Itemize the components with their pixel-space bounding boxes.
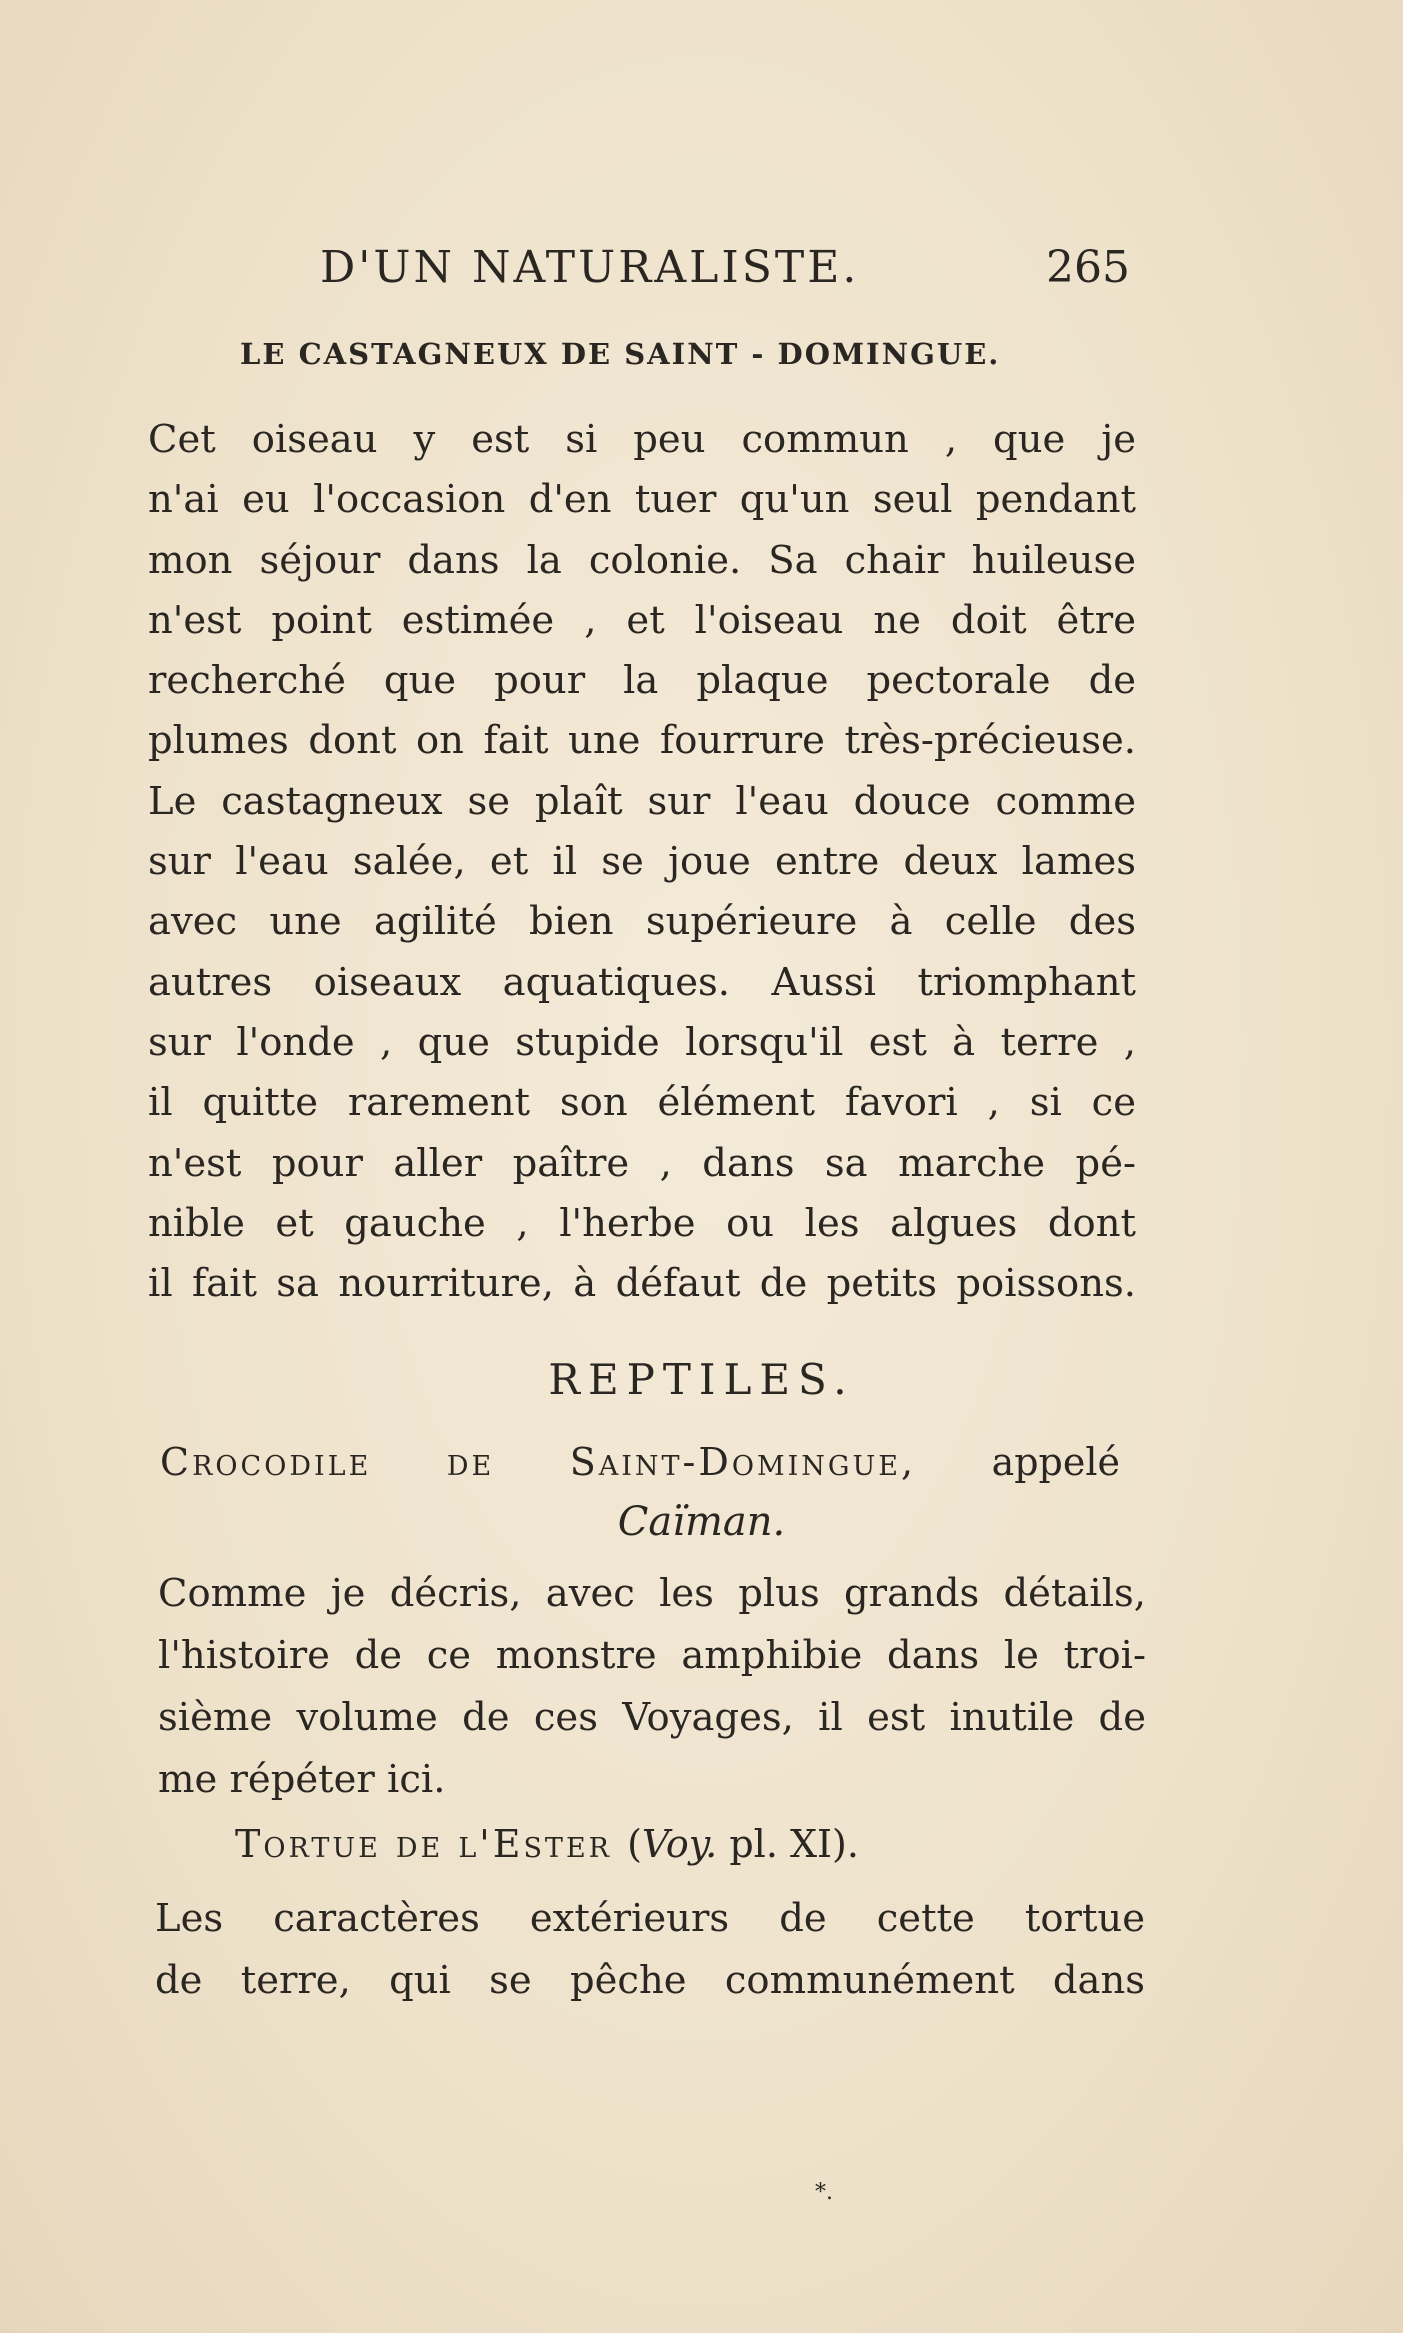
text-line: autres oiseaux aquatiques. Aussi triomphant (148, 959, 1136, 1005)
species-heading-castagneux: LE CASTAGNEUX DE SAINT - DOMINGUE. (240, 337, 1001, 371)
text-line: me répéter ici. (158, 1757, 446, 1802)
section-title-reptiles: REPTILES. (548, 1355, 855, 1404)
species-name: Crocodile de Saint-Domingue, (160, 1440, 917, 1484)
text-line: sur l'onde , que stupide lorsqu'il est à terre , (148, 1019, 1136, 1065)
text-line: nible et gauche , l'herbe ou les algues dont (148, 1200, 1136, 1246)
species-suffix: appelé (991, 1440, 1120, 1484)
text-line: de terre, qui se pêche communément dans (155, 1958, 1145, 2003)
species-name: Tortue de l'Ester (235, 1822, 612, 1866)
text-line: avec une agilité bien supérieure à celle des (148, 899, 1136, 945)
paragraph-tortue (155, 1888, 1145, 2012)
text-line: sième volume de ces Voyages, il est inutile de (158, 1695, 1146, 1740)
paragraph-castagneux (148, 410, 1136, 1314)
running-header (320, 238, 1130, 308)
text-line: n'est pour aller paître , dans sa marche pé- (148, 1140, 1136, 1186)
page-number: 265 (1046, 242, 1130, 293)
plate-reference (627, 1822, 859, 1866)
text-line: Le castagneux se plaît sur l'eau douce comme (148, 778, 1136, 824)
species-heading-crocodile (160, 1432, 1120, 1492)
species-common-name: Caïman. (617, 1499, 786, 1545)
text-line: mon séjour dans la colonie. Sa chair huileuse (148, 537, 1136, 583)
text-line: n'ai eu l'occasion d'en tuer qu'un seul pendant (148, 477, 1136, 523)
ref-voy: Voy. (641, 1822, 718, 1866)
signature-mark: *. (815, 2180, 833, 2205)
text-line: il quitte rarement son élément favori , si ce (148, 1080, 1136, 1126)
ref-plate: pl. XI). (729, 1822, 859, 1866)
species-heading-tortue (235, 1814, 1075, 1874)
text-line: l'histoire de ce monstre amphibie dans le troi- (158, 1633, 1146, 1678)
text-line: Les caractères extérieurs de cette tortue (155, 1896, 1145, 1941)
paragraph-crocodile (158, 1563, 1146, 1811)
running-title: D'UN NATURALISTE. (320, 242, 860, 293)
text-line: Cet oiseau y est si peu commun , que je (148, 417, 1136, 462)
ref-open: ( (627, 1822, 642, 1866)
text-line: plumes dont on fait une fourrure très-précieuse. (148, 718, 1136, 764)
text-line: recherché que pour la plaque pectorale de (148, 658, 1136, 704)
text-line: il fait sa nourriture, à défaut de petits poissons. (148, 1261, 1136, 1307)
text-line: Comme je décris, avec les plus grands détails, (158, 1571, 1146, 1616)
text-line: sur l'eau salée, et il se joue entre deux lames (148, 839, 1136, 885)
text-line: n'est point estimée , et l'oiseau ne doit être (148, 597, 1136, 643)
